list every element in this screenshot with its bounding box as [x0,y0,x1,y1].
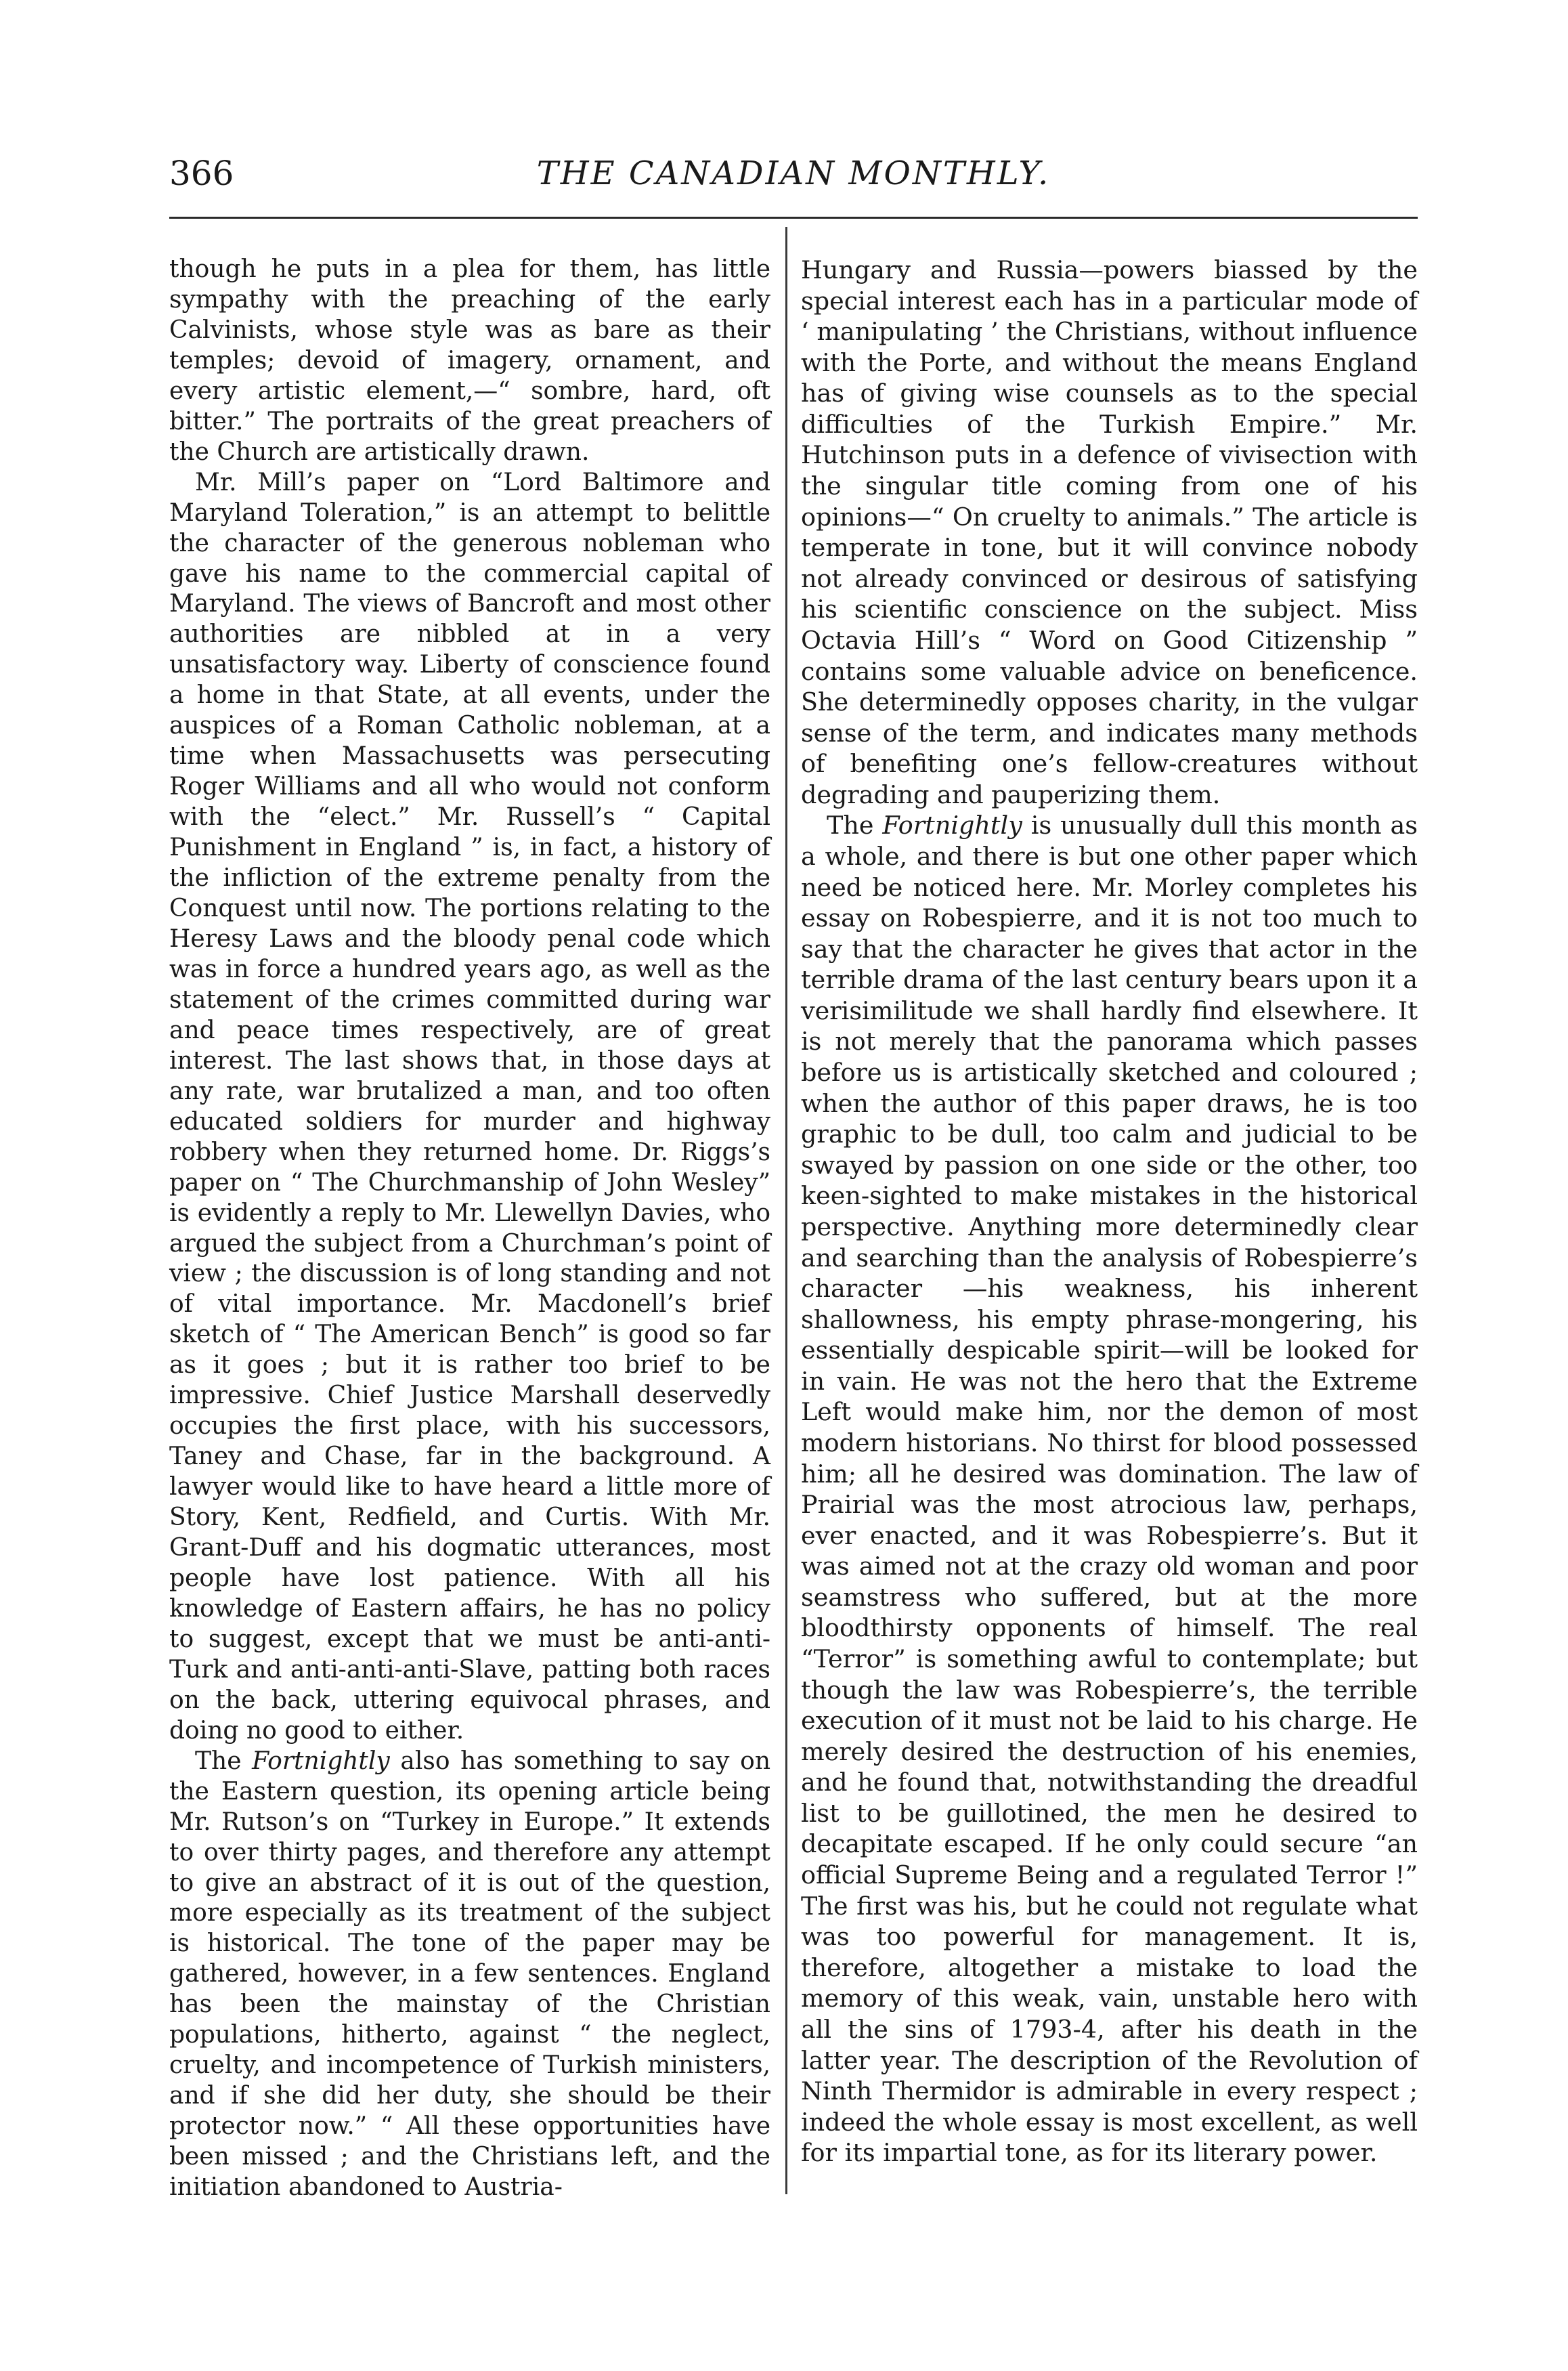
text-segment: also has something to say on the Eastern question, its opening article being Mr. Rutson’s on “Turkey in Europe.” It extends to over thirty pages, and therefore any attempt to give an abstract of it is out of the question, more especially as its treatment of the subject is historical. The tone of the paper may be gathered, however, in a few sentences. England has been the mainstay of the Christian populations, hitherto, against “ the neglect, cruelty, and incompetence of Turkish ministers, and if she did her duty, she should be their protector now.” “ All these opportunities have been missed ; and the Christians left, and the initiation abandoned to Austria- [169,1747,771,2202]
left-paragraph-3 [169,1747,770,2203]
column-divider [785,227,787,2194]
text-segment: Mr. Mill’s paper on “Lord Baltimore and Maryland Toleration,” is an attempt to belittle the character of the generous nobleman who gave his name to the commercial capital of Maryland. The views of Bancroft and most other authorities are nibbled at in a very unsatisfactory way. Liberty of conscience found a home in that State, at all events, under the auspices of a Roman Catholic nobleman, at a time when Massachusetts was persecuting Roger Williams and all who would not conform with the “elect.” Mr. Russell’s “ Capital Punishment in England ” is, in fact, a history of the infliction of the extreme penalty from the Conquest until now. The portions relating to the Heresy Laws and the bloody penal code which was in force a hundred years ago, as well as the statement of the crimes committed during war and peace times respectively, are of great interest. The last shows that, in those days at any rate, war brutalized a man, and too often educated soldiers for murder and highway robbery when they returned home. Dr. Riggs’s paper on “ The Churchmanship of John Wesley” is evidently a reply to Mr. Llewellyn Davies, who argued the subject from a Churchman’s point of view ; the discussion is of long standing and not of vital importance. Mr. Macdonell’s brief sketch of “ The American Bench” is good so far as it goes ; but it is rather too brief to be impressive. Chief Justice Marshall deservedly occupies the first place, with his successors, Taney and Chase, far in the background. A lawyer would like to have heard a little more of Story, Kent, Redfield, and Curtis. With Mr. Grant-Duff and his dogmatic utterances, most people have lost patience. With all his knowledge of Eastern affairs, he has no policy to suggest, except that we must be anti-anti-Turk and anti-anti-anti-Slave, patting both races on the back, uttering equivocal phrases, and doing no good to either. [169,468,770,1745]
text-segment: is unusually dull this month as a whole, and there is but one other paper which need be noticed here. Mr. Morley completes his essay on Robespierre, and it is not too much to say that the character he gives that actor in the terrible drama of the last century bears upon it a verisimilitude we shall hardly find elsewhere. It is not merely that the panorama which passes before us is artistically sketched and coloured ; when the author of this paper draws, he is too graphic to be dull, too calm and judicial to be swayed by passion on one side or the other, too keen-sighted to make mistakes in the historical perspective. Anything more determinedly clear and searching than the analysis of Robespierre’s character —his weakness, his inherent shallowness, his empty phrase-mongering, his essentially despicable spirit—will be looked for in vain. He was not the hero that the Extreme Left would make him, nor the demon of most modern historians. No thirst for blood possessed him; all he desired was domination. The law of Prairial was the most atrocious law, perhaps, ever enacted, and it was Robespierre’s. But it was aimed not at the crazy old woman and poor seamstress who suffered, but at the more bloodthirsty opponents of himself. The real “Terror” is something awful to contemplate; but though the law was Robespierre’s, the terrible execution of it must not be laid to his charge. He merely desired the destruction of his enemies, and he found that, notwithstanding the dreadful list to be guillotined, the men he desired to decapitate escaped. If he only could secure “an official Supreme Being and a regulated Terror !” The first was his, but he could not regulate what was too powerful for management. It is, therefore, altogether a mistake to load the memory of this weak, vain, unstable hero with all the sins of 1793-4, after his death in the latter year. The description of the Revolution of Ninth Thermidor is admirable in every respect ; indeed the whole essay is most excellent, as well for its impartial tone, as for its literary power. [801,811,1418,2168]
left-column [169,255,770,2203]
text-segment: The [195,1747,253,1775]
left-paragraph-2 [169,468,770,1747]
right-paragraph-2 [801,810,1418,2168]
running-title: THE CANADIAN MONTHLY. [536,154,1051,192]
text-segment: The [827,811,883,840]
right-column [801,255,1418,2169]
left-paragraph-1 [169,255,770,468]
page-number: 366 [169,154,234,193]
periodical-title: Fortnightly [252,1747,390,1775]
header-rule [169,217,1418,219]
periodical-title: Fortnightly [882,811,1022,840]
right-paragraph-1 [801,255,1418,810]
text-segment: Hungary and Russia—powers biassed by the special interest each has in a particular mode of ‘ manipulating ’ the Christians, without influence with the Porte, and without the means England has of giving wise counsels as to the special difficulties of the Turkish Empire.” Mr. Hutchinson puts in a defence of vivisection with the singular title coming from one of his opinions—“ On cruelty to animals.” The article is temperate in tone, but it will convince nobody not already convinced or desirous of satisfying his scientific conscience on the subject. Miss Octavia Hill’s “ Word on Good Citizenship ” contains some valuable advice on beneficence. She determinedly opposes charity, in the vulgar sense of the term, and indicates many methods of benefiting one’s fellow-creatures without degrading and pauperizing them. [801,255,1418,809]
page-header [169,153,1418,200]
text-segment: though he puts in a plea for them, has little sympathy with the preaching of the early Calvinists, whose style was as bare as their temples; devoid of imagery, ornament, and every artistic element,—“ sombre, hard, oft bitter.” The portraits of the great preachers of the Church are artistically drawn. [169,255,770,466]
